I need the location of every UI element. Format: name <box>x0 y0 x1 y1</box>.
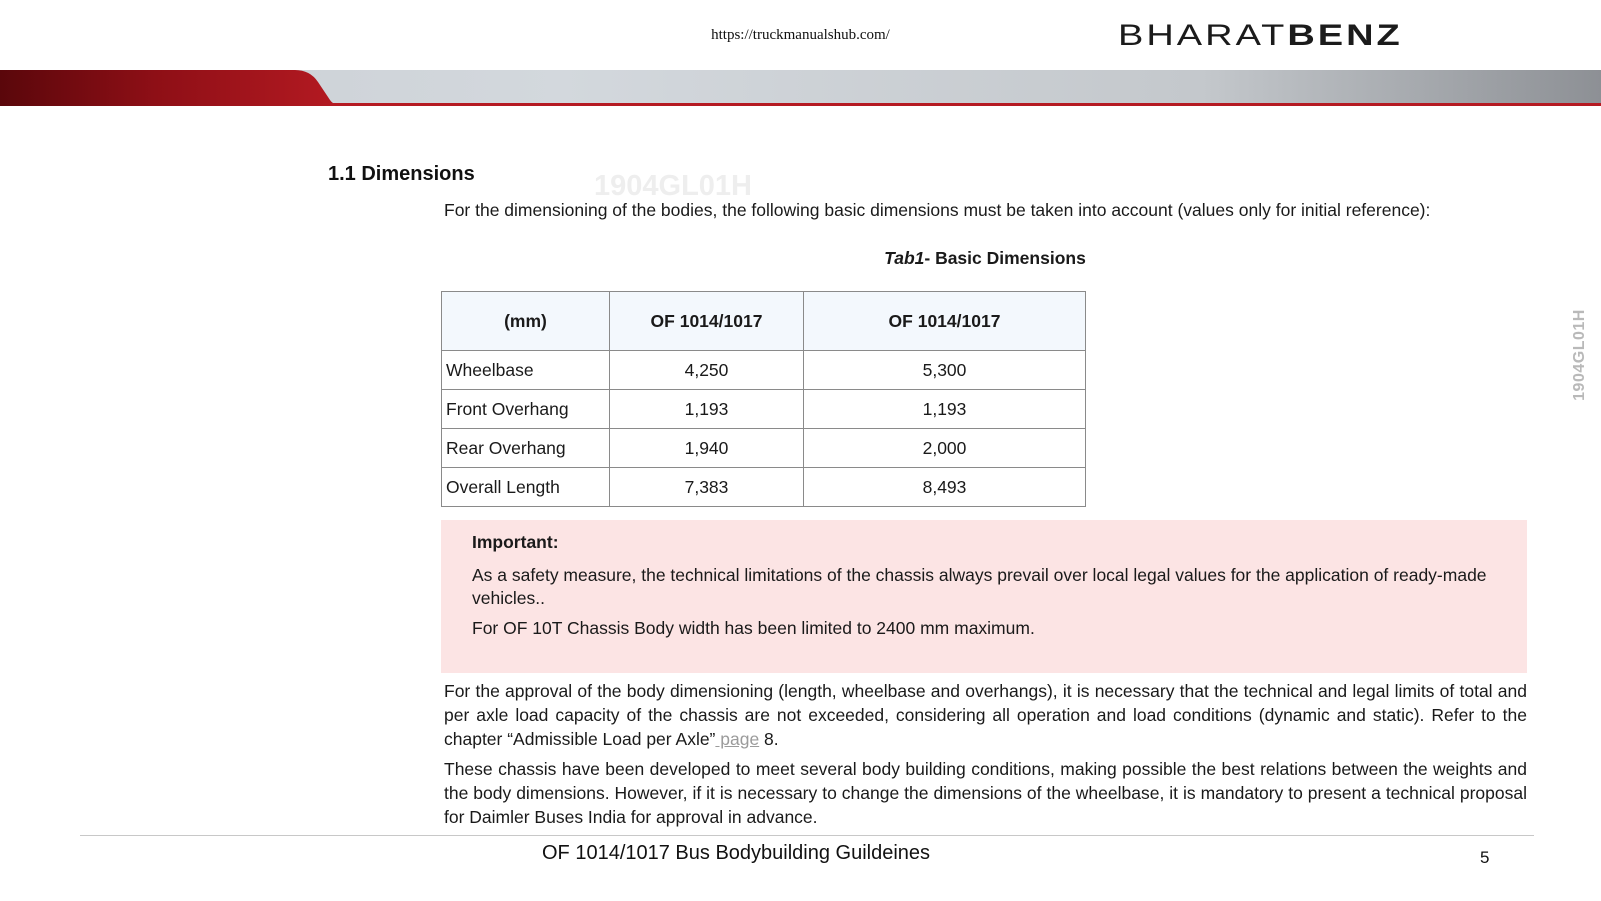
logo-text-bharat: BHARAT <box>1118 19 1288 52</box>
important-callout <box>441 520 1527 673</box>
side-watermark <box>1568 300 1592 410</box>
row-label: Rear Overhang <box>442 429 610 468</box>
header-banner <box>0 70 1601 110</box>
row-value: 2,000 <box>804 429 1086 468</box>
table-row <box>442 390 1086 429</box>
row-value: 1,940 <box>610 429 804 468</box>
page-number: 5 <box>1480 848 1490 867</box>
approval-text-end: 8. <box>759 729 779 749</box>
important-text-2: For OF 10T Chassis Body width has been limited to 2400 mm maximum. <box>472 618 1035 638</box>
table-row <box>442 351 1086 390</box>
chassis-paragraph: These chassis have been developed to meet several body building conditions, making possible the best relations between the weights and the body dimensions. However, if it is necessary to change the dimensions of the wheelbase, it is mandatory to present a technical proposal for Daimler Buses India for approval in advance. <box>444 759 1527 827</box>
approval-text: For the approval of the body dimensioning (length, wheelbase and overhangs), it is necessary that the technical and legal limits of total and per axle load capacity of the chassis are not exceeded, considering all operation and load conditions (dynamic and static). Refer to the chapter “Admissible Load per Axle” <box>444 681 1527 749</box>
table-row <box>442 429 1086 468</box>
logo-text-benz: BENZ <box>1287 19 1403 52</box>
table-caption-rest: - Basic Dimensions <box>924 248 1086 268</box>
row-value: 4,250 <box>610 351 804 390</box>
section-title: 1.1 Dimensions <box>328 163 475 185</box>
table-header-row <box>442 292 1086 351</box>
table-caption <box>0 248 1601 269</box>
footer-title: OF 1014/1017 Bus Bodybuilding Guildeines <box>542 842 931 864</box>
header-url[interactable]: https://truckmanualshub.com/ <box>711 27 890 43</box>
approval-paragraph <box>444 679 1527 751</box>
bharatbenz-logo <box>1118 20 1548 51</box>
header-model-1: OF 1014/1017 <box>610 292 804 351</box>
row-value: 1,193 <box>804 390 1086 429</box>
row-value: 7,383 <box>610 468 804 507</box>
side-watermark-text: 1904GL01H <box>1571 309 1588 401</box>
important-heading: Important: <box>472 532 559 552</box>
row-label: Front Overhang <box>442 390 610 429</box>
row-label: Overall Length <box>442 468 610 507</box>
row-value: 5,300 <box>804 351 1086 390</box>
row-label: Wheelbase <box>442 351 610 390</box>
row-value: 1,193 <box>610 390 804 429</box>
header-unit: (mm) <box>442 292 610 351</box>
table-caption-prefix: Tab1 <box>884 248 925 268</box>
table-row <box>442 468 1086 507</box>
footer-divider <box>80 835 1534 836</box>
watermark-text: 1904GL01H <box>594 170 752 202</box>
important-text-1: As a safety measure, the technical limitations of the chassis always prevail over local legal values for the application of ready-made vehicles.. <box>472 565 1487 608</box>
row-value: 8,493 <box>804 468 1086 507</box>
header-model-2: OF 1014/1017 <box>804 292 1086 351</box>
dimensions-table <box>441 291 1086 507</box>
intro-paragraph: For the dimensioning of the bodies, the following basic dimensions must be taken into account (values only for initial reference): <box>444 200 1431 220</box>
page-link[interactable]: page <box>715 729 760 749</box>
